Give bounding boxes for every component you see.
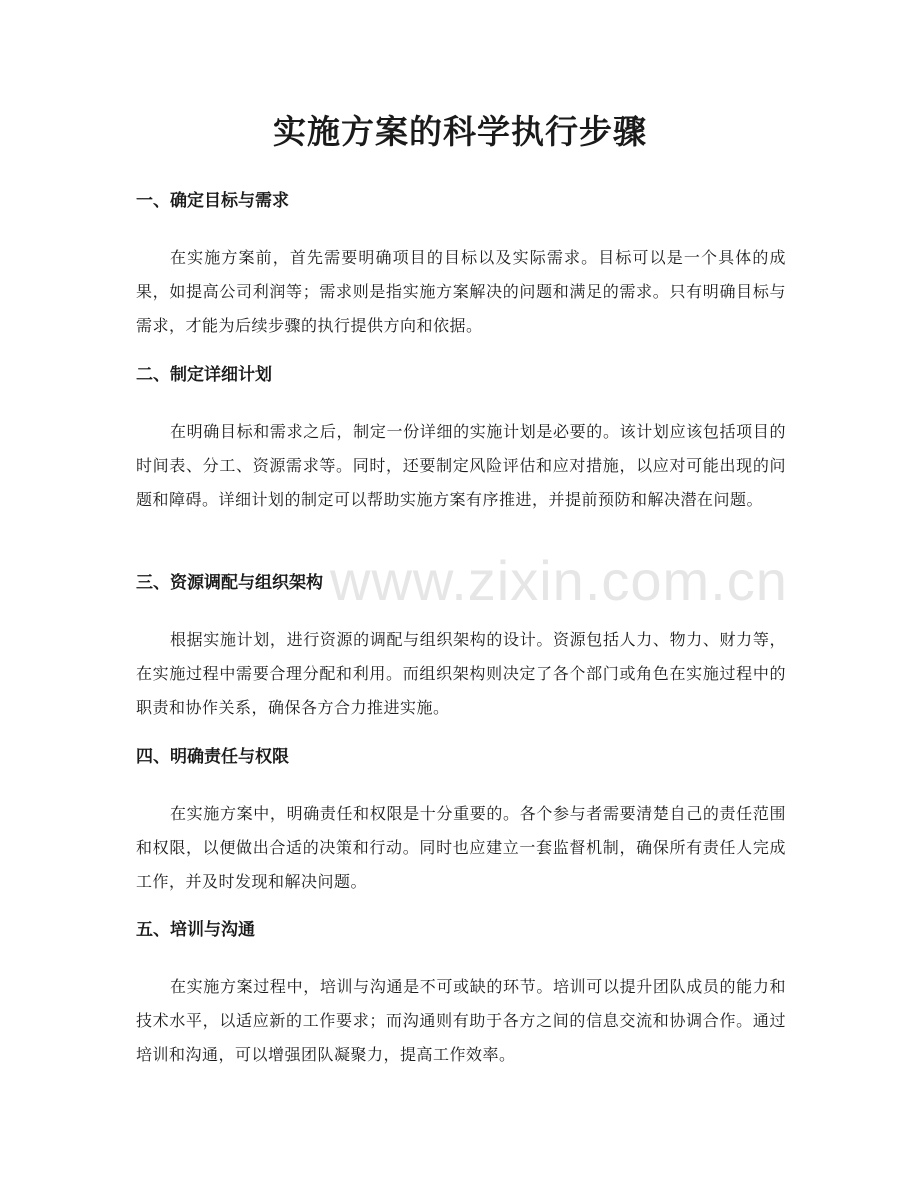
section-heading: 五、培训与沟通 (136, 920, 255, 940)
section-1 (136, 189, 786, 343)
section-heading: 一、确定目标与需求 (136, 191, 289, 211)
section-paragraph: 在实施方案前，首先需要明确项目的目标以及实际需求。目标可以是一个具体的成果，如提高公司利润等；需求则是指实施方案解决的问题和满足的需求。只有明确目标与需求，才能为后续步骤的执行提供方向和依据。 (136, 248, 786, 335)
section-heading: 四、明确责任与权限 (136, 747, 289, 767)
section-paragraph: 在明确目标和需求之后，制定一份详细的实施计划是必要的。该计划应该包括项目的时间表、分工、资源需求等。同时，还要制定风险评估和应对措施，以应对可能出现的问题和障碍。详细计划的制定可以帮助实施方案有序推进，并提前预防和解决潜在问题。 (136, 422, 786, 509)
section-5 (136, 918, 786, 1072)
section-heading: 二、制定详细计划 (136, 365, 272, 385)
watermark: www.zixin.com.cn (330, 549, 788, 612)
section-3 (136, 571, 786, 725)
section-paragraph: 根据实施计划，进行资源的调配与组织架构的设计。资源包括人力、物力、财力等，在实施过程中需要合理分配和利用。而组织架构则决定了各个部门或角色在实施过程中的职责和协作关系，确保各方合力推进实施。 (136, 630, 786, 717)
section-4 (136, 745, 786, 899)
section-paragraph: 在实施方案中，明确责任和权限是十分重要的。各个参与者需要清楚自己的责任范围和权限，以便做出合适的决策和行动。同时也应建立一套监督机制，确保所有责任人完成工作，并及时发现和解决问题。 (136, 804, 786, 891)
section-heading: 三、资源调配与组织架构 (136, 573, 323, 593)
document-title: 实施方案的科学执行步骤 (273, 112, 647, 151)
section-2 (136, 363, 786, 517)
section-paragraph: 在实施方案过程中，培训与沟通是不可或缺的环节。培训可以提升团队成员的能力和技术水平，以适应新的工作要求；而沟通则有助于各方之间的信息交流和协调合作。通过培训和沟通，可以增强团队凝聚力，提高工作效率。 (136, 977, 786, 1064)
